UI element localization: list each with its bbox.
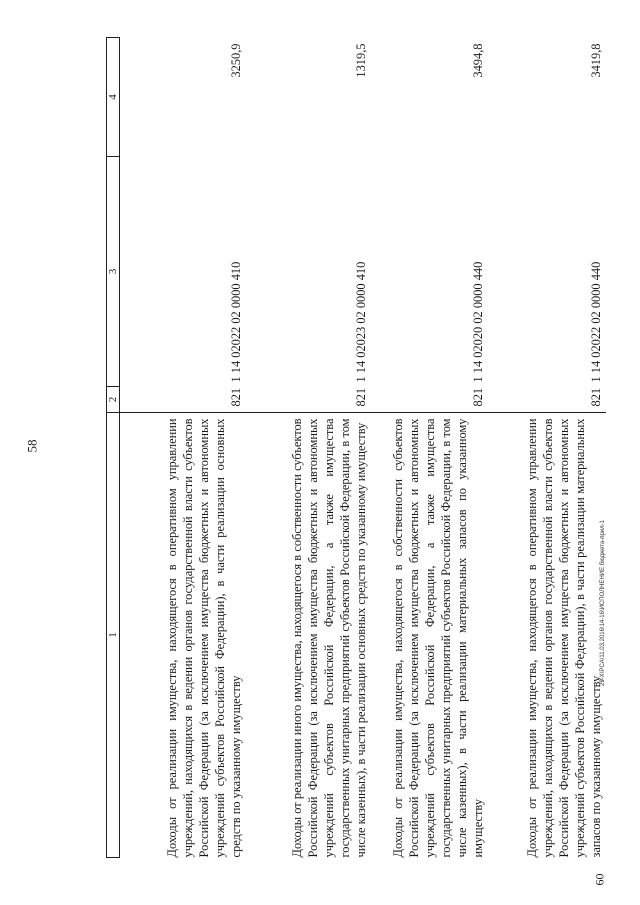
admin-code: 821 [588, 387, 603, 407]
budget-classification-code: 1 14 02020 02 0000 440 [470, 261, 485, 383]
amount: 3494,8 [470, 43, 485, 78]
header-col-2: 2 [107, 387, 120, 413]
admin-code: 821 [470, 387, 485, 407]
income-description: Доходы от реализации имущества, находящегося в собственности субъектов Российской Федерации (за исключением имущества бюджетных и автономных учреждений субъектов Российской Федерации, а также имущества государственных унитарных предприятий субъектов Российской Федерации, в том числе казенных), в части реализации материальных запасов по указанному имуществу [391, 418, 485, 858]
table-row [375, 38, 492, 858]
table-row [492, 38, 610, 858]
table-header-row [107, 38, 120, 858]
side-stamp: 29-X\PCA\11.03.2016\14-16\ИСПОЛНЕНИЕ бюджета-прил-1 [600, 520, 606, 686]
budget-classification-code: 1 14 02022 02 0000 440 [588, 261, 603, 383]
income-description: Доходы от реализации иного имущества, находящегося в собственности субъектов Российской Федерации (за исключением имущества бюджетных и автономных учреждений субъектов Российской Федерации, а также имущества государственных унитарных предприятий субъектов Российской Федерации, в том числе казенных), в части реализации основных средств по указанному имуществу [289, 418, 368, 858]
footer-page-number: 60 [592, 873, 607, 886]
table-row [120, 38, 250, 858]
budget-classification-code: 1 14 02022 02 0000 410 [228, 261, 243, 383]
amount: 3250,9 [228, 43, 243, 78]
header-col-4: 4 [107, 38, 120, 157]
admin-code: 821 [353, 387, 368, 407]
rotated-table-container [106, 38, 606, 858]
page-number: 58 [24, 439, 40, 453]
amount: 3419,8 [588, 43, 603, 78]
amount: 1319,5 [353, 43, 368, 78]
income-description: Доходы от реализации имущества, находящегося в оперативном управлении учреждений, находящихся в ведении органов государственной власти субъектов Российской Федерации (за исключением имущества бюджетных и автономных учреждений субъектов Российской Федерации), в части реализации основных средств по указанному имуществу [164, 418, 243, 858]
header-col-3: 3 [107, 157, 120, 387]
budget-classification-code: 1 14 02023 02 0000 410 [353, 261, 368, 383]
column-divider [118, 412, 606, 413]
table-row [250, 38, 375, 858]
header-col-1: 1 [107, 413, 120, 858]
revenue-table [106, 37, 610, 858]
admin-code: 821 [228, 387, 243, 407]
income-description: Доходы от реализации имущества, находящегося в оперативном управлении учреждений, находящихся в ведении органов государственной власти субъектов Российской Федерации (за исключением имущества бюджетных и автономных учреждений субъектов Российской Федерации), в части реализации материальных запасов по указанному имуществу [524, 418, 603, 858]
